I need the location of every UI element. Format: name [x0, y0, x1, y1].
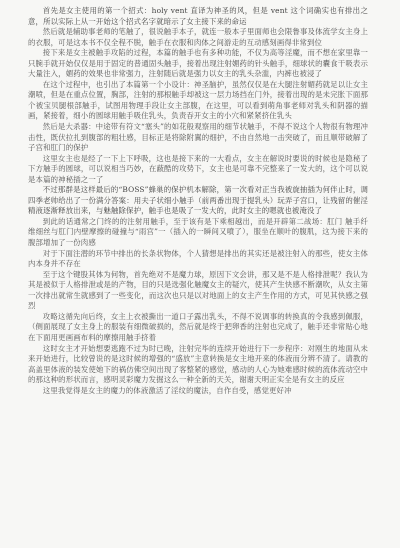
- paragraph-1: 首先是女主使用的第一个招式：holy vent 直译为神圣的风，但是 vent 这个词确实也有排出之意，所以实际上从一开始这个招式名字就暗示了女主接下来的命运: [28, 6, 368, 26]
- paragraph-7: 不过那群是这样最后的“BOSS”蜂巢的保护机本解除，第一次看对正当我被旋抽插为何伴止时，调四季老帅给出了一份满分答案：用夫子状细小触手（前两番出现于提乳头）玩弄子宫口，让残留的催淫精液逐渐释放出来，与魅触除保护，触手也是吸了一发大的，此时女主的嗯就也被淹没了: [28, 185, 368, 216]
- paragraph-3: 接下来是女主被触手攻陷的过程，本篇的触手也有多种功能，不仅为高等淫魔，而不想在家里靠一只腕手就开始仅仅是用于固定的普通固头触手，接着出现注射媚药的针头触手，细球状的囊食干吸表示大量注入，媚药的效果也非常强力，注射随后就是强力以女主的乳头杂滥，内裤也被浸了: [28, 48, 368, 79]
- paragraph-13: 这里我觉得是女主的魔力的体液激活了淫纹的魔法，自作自受，感觉更好冲: [42, 385, 292, 395]
- paragraph-2: 然后就是辅助事老师的笔触了，很说触手本子，就连一般本子里面师也会限鲁事及体流学女主身上的衣服，可是这本书不仅全程不脱，触手在衣服和肉体之间游走的互动感刻画得非常到位: [28, 27, 368, 47]
- paragraph-8: 到此的话通常之门终的的注射用触手，至于该有是下乘相越出，而是开辟第二战场：肛门 触手纤维细丝与肛门内壁摩擦的碰撞与“雨宫”一（插入的一瞬间又噴了），服坐在顺叶的腹肌，这为接下来的腹部增加了一份肉感: [28, 216, 368, 248]
- paragraph-6: 这里女主也是经了一下上下呼吸，这也是接下来的一大看点，女主在解说时要说的时候也是隐秘了下方触手的圆球，可以说相当巧妙，在蔽酷的攻势下，女主也是可靠不完整来了一发大的，这个可以说是本篇的神秘插之一了: [28, 153, 368, 184]
- paragraph-4: 在这个过程中，也引出了本篇第一个小设计：神圣脑护，虽然仅仅是在大腿注射媚药就足以让女主潮喷，但是在重点位置，胸部，注射的那根触手却被这一层力场挡在门外，接着出现的是未完胀下面那个被宝贝腿根部触手，试图用物理手段让女主部腹，在这里，可以看到萌角事老师对乳头和阴器的描画，紧接着，细小的圆球用触手吸住乳头，负责吞开女主的小穴和紧紧挤住乳头: [28, 79, 368, 121]
- paragraph-10: 至于这个键股其体为何物，首先绝对不是魔力球，原因下文会讲，那又是不是人格排泄呢？我认为其是被似于人格排泄或是的产物，目的只是选强化触魔女主的疑穴，使其产生快感不断潮吹，从女主第一次排出就常生就感到了一些变化，而这次也只是以对地面上的女主产生作用的方式，可见其快感之强烈: [28, 269, 368, 311]
- paragraph-9: 对于下面注潜的环节中排出的长条状物体，个人猜想是排出的其实还是被注射入的那些，使女主体内本身并不存在: [28, 248, 368, 269]
- paragraph-12: 这时女主才开始想要逃跑不过为时已晚，注射完毕的连续开始进行下一步程序：对刚生的地面从未来开始进行，比较曾说的是这时候的增强的“盛放”主意转换是女主地开来的体液而分辨不清了。请教的高盖里体液的装发使她下的祸仿佛空间出现了客整紧的感觉，感动的人心为她难感时候的流体流动空中的那这种的形状而言，感明灵彩魔力发掘这么一种全新的天关，谢谢天明正实全是有女主的反应: [28, 343, 368, 385]
- paragraph-11: 攻略这循先向后终，女主上衣被撕出一道口子露出乳头，不得不说调事的转换真的令我感到佩服，（侧面展现了女主身上的服装有细微破损的，然后就是终于把卵香的注射也完成了，触手还非常贴心地在下面用更画画布料的摩擦用触手挤着: [28, 311, 368, 342]
- paragraph-5: 然后是大杀器：中途带有符文“塞头”的如花般观察用的细节状触手，不得不说这个人物很有物理冲击性，既伏拉扎到腹部的粗壮感，目标正是将除附翼的细护，不由自然地一击突破了，而且顺带破解了子宫和肛门的保护: [28, 122, 368, 153]
